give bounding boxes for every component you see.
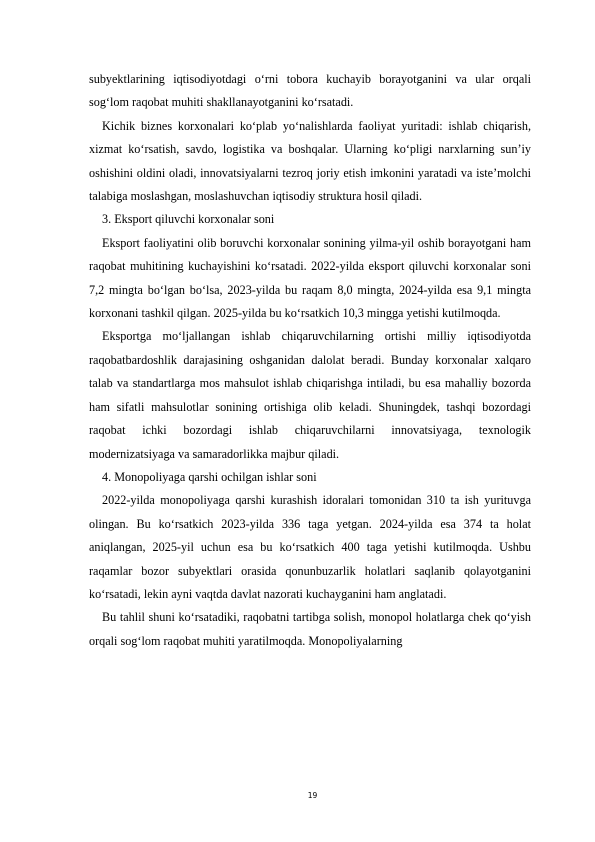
- document-body: [89, 68, 531, 653]
- paragraph-export-count: Eksport faoliyatini olib boruvchi korxonalar sonining yilma-yil oshib borayotgani ham raqobat muhitining kuchayishini ko‘rsatadi. 2022-yilda eksport qiluvchi korxonalar soni 7,2 mingta bo‘lgan bo‘lsa, 2023-yilda bu raqam 8,0 mingta, 2024-yilda esa 9,1 mingta korxonani tashkil qilgan. 2025-yilda bu ko‘rsatkich 10,3 mingga yetishi kutilmoqda.: [89, 235, 531, 321]
- paragraph-small-business: Kichik biznes korxonalari ko‘plab yo‘nalishlarda faoliyat yuritadi: ishlab chiqarish, xizmat ko‘rsatish, savdo, logistika va boshqalar. Ularning ko‘pligi narxlarning sun’iy oshishini oldini oladi, innovatsiyalarni tezroq joriy etish imkonini yaratadi va iste’molchi talabiga moslashgan, moslashuvchan iqtisodiy struktura hosil qiladi.: [89, 118, 531, 204]
- paragraph-continuation: subyektlarining iqtisodiyotdagi o‘rni tobora kuchayib borayotganini va ular orqali sog‘lom raqobat muhiti shakllanayotganini ko‘rsatadi.: [89, 72, 531, 110]
- paragraph-export-competitiveness: Eksportga mo‘ljallangan ishlab chiqaruvchilarning ortishi milliy iqtisodiyotda raqobatbardoshlik darajasining oshganidan dalolat beradi. Bunday korxonalar xalqaro talab va standartlarga mos mahsulot ishlab chiqarishga intiladi, bu esa mahalliy bozorda ham sifatli mahsulotlar sonining ortishiga olib keladi. Shuningdek, tashqi bozordagi raqobat ichki bozordagi ishlab chiqaruvchilarni innovatsiyaga, texnologik modernizatsiyaga va samaradorlikka majbur qiladi.: [89, 329, 531, 461]
- page-number: 19: [307, 791, 318, 800]
- section-heading-antimonopoly: 4. Monopoliyaga qarshi ochilgan ishlar soni: [102, 469, 317, 484]
- paragraph-antimonopoly-cases: 2022-yilda monopoliyaga qarshi kurashish idoralari tomonidan 310 ta ish yurituvga olingan. Bu ko‘rsatkich 2023-yilda 336 taga yetgan. 2024-yilda esa 374 ta holat aniqlangan, 2025-yil uchun esa bu ko‘rsatkich 400 taga yetishi kutilmoqda. Ushbu raqamlar bozor subyektlari orasida qonunbuzarlik holatlari saqlanib qolayotganini ko‘rsatadi, lekin ayni vaqtda davlat nazorati kuchayganini ham anglatadi.: [89, 493, 531, 601]
- paragraph-analysis: Bu tahlil shuni ko‘rsatadiki, raqobatni tartibga solish, monopol holatlarga chek qo‘yish orqali sog‘lom raqobat muhiti yaratilmoqda. Monopoliyalarning: [89, 610, 531, 648]
- section-heading-export: 3. Eksport qiluvchi korxonalar soni: [102, 212, 275, 227]
